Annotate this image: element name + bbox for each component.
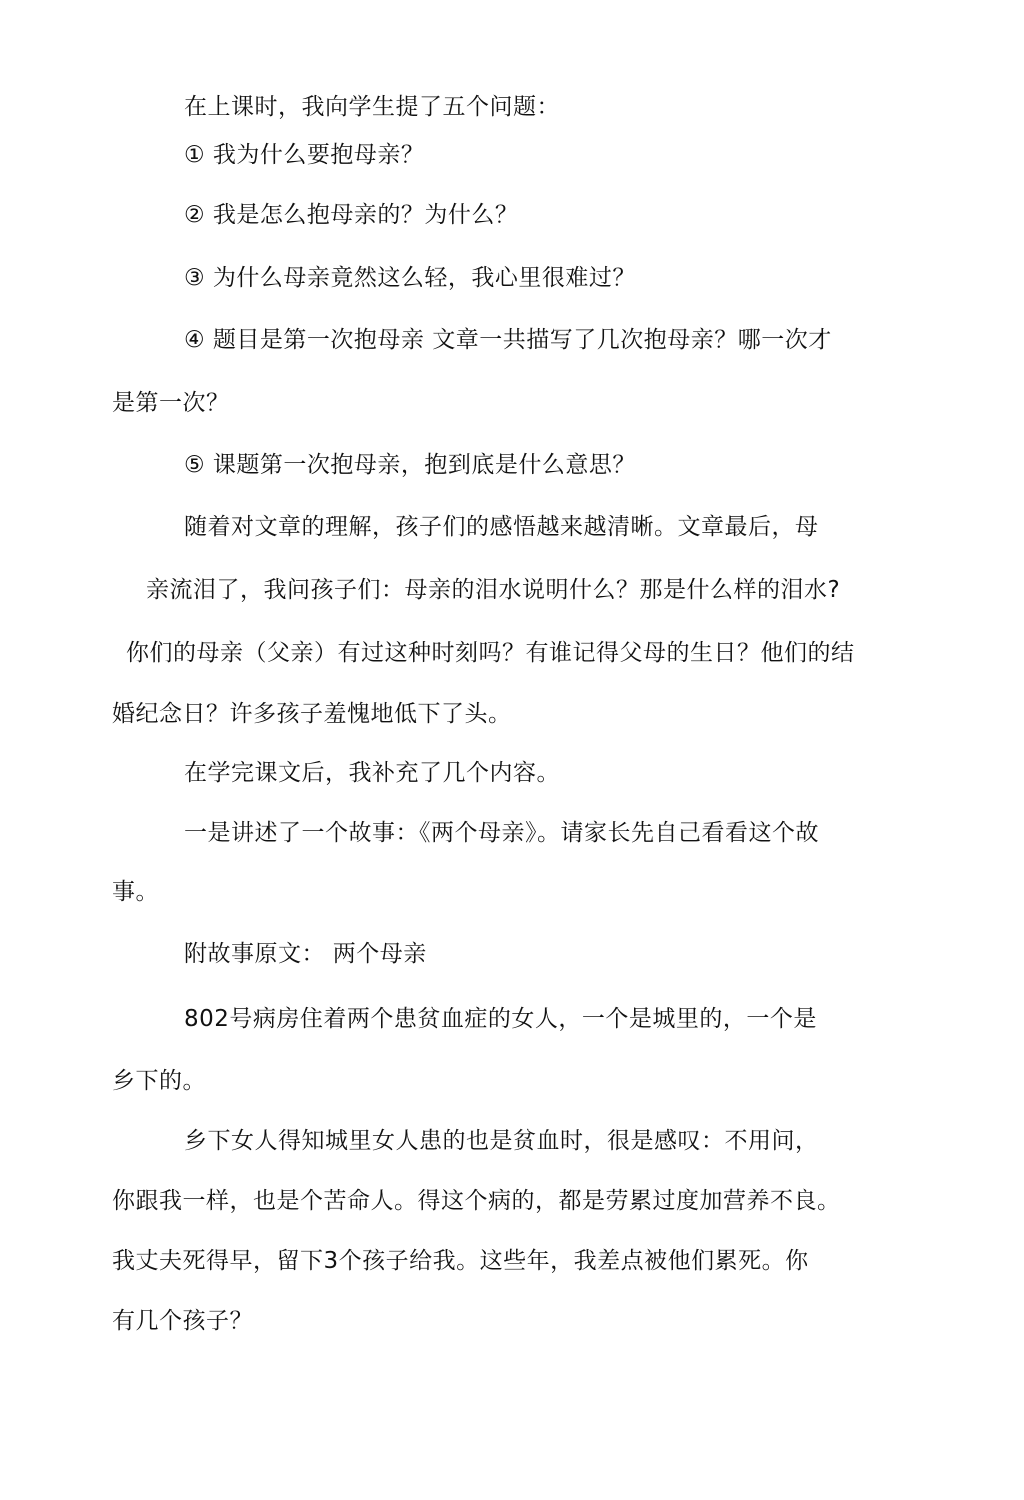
text-line: 亲流泪了，我问孩子们：母亲的泪水说明什么？那是什么样的泪水? [146,577,841,603]
question-5: ⑤ 课题第一次抱母亲，抱到底是什么意思？ [184,452,636,478]
story-line: 乡下女人得知城里女人患的也是贫血时，很是感叹：不用问， [184,1128,819,1154]
story-line: 有几个孩子？ [112,1308,253,1334]
question-1: ① 我为什么要抱母亲？ [184,142,425,168]
story-line: 乡下的。 [112,1068,206,1094]
question-2: ② 我是怎么抱母亲的？为什么？ [184,202,519,228]
text-line: 在上课时，我向学生提了五个问题： [184,94,560,120]
story-line: 你跟我一样，也是个苦命人。得这个病的，都是劳累过度加营养不良。 [112,1188,841,1214]
text-line: 事。 [112,879,159,905]
question-4: ④ 题目是第一次抱母亲 文章一共描写了几次抱母亲？哪一次才 [184,327,832,353]
text-line: 随着对文章的理解，孩子们的感悟越来越清晰。文章最后，母 [184,514,819,540]
text-line: 你们的母亲（父亲）有过这种时刻吗？有谁记得父母的生日？他们的结 [126,640,855,666]
story-line: 802号病房住着两个患贫血症的女人，一个是城里的，一个是 [184,1006,817,1032]
story-heading: 附故事原文： 两个母亲 [184,941,427,967]
text-line: 在学完课文后，我补充了几个内容。 [184,760,560,786]
question-3: ③ 为什么母亲竟然这么轻，我心里很难过？ [184,265,636,291]
text-line: 婚纪念日？许多孩子羞愧地低下了头。 [112,701,512,727]
story-line: 我丈夫死得早，留下3个孩子给我。这些年，我差点被他们累死。你 [112,1248,809,1274]
question-4-cont: 是第一次？ [112,390,230,416]
text-line: 一是讲述了一个故事：《两个母亲》。请家长先自己看看这个故 [184,820,819,846]
